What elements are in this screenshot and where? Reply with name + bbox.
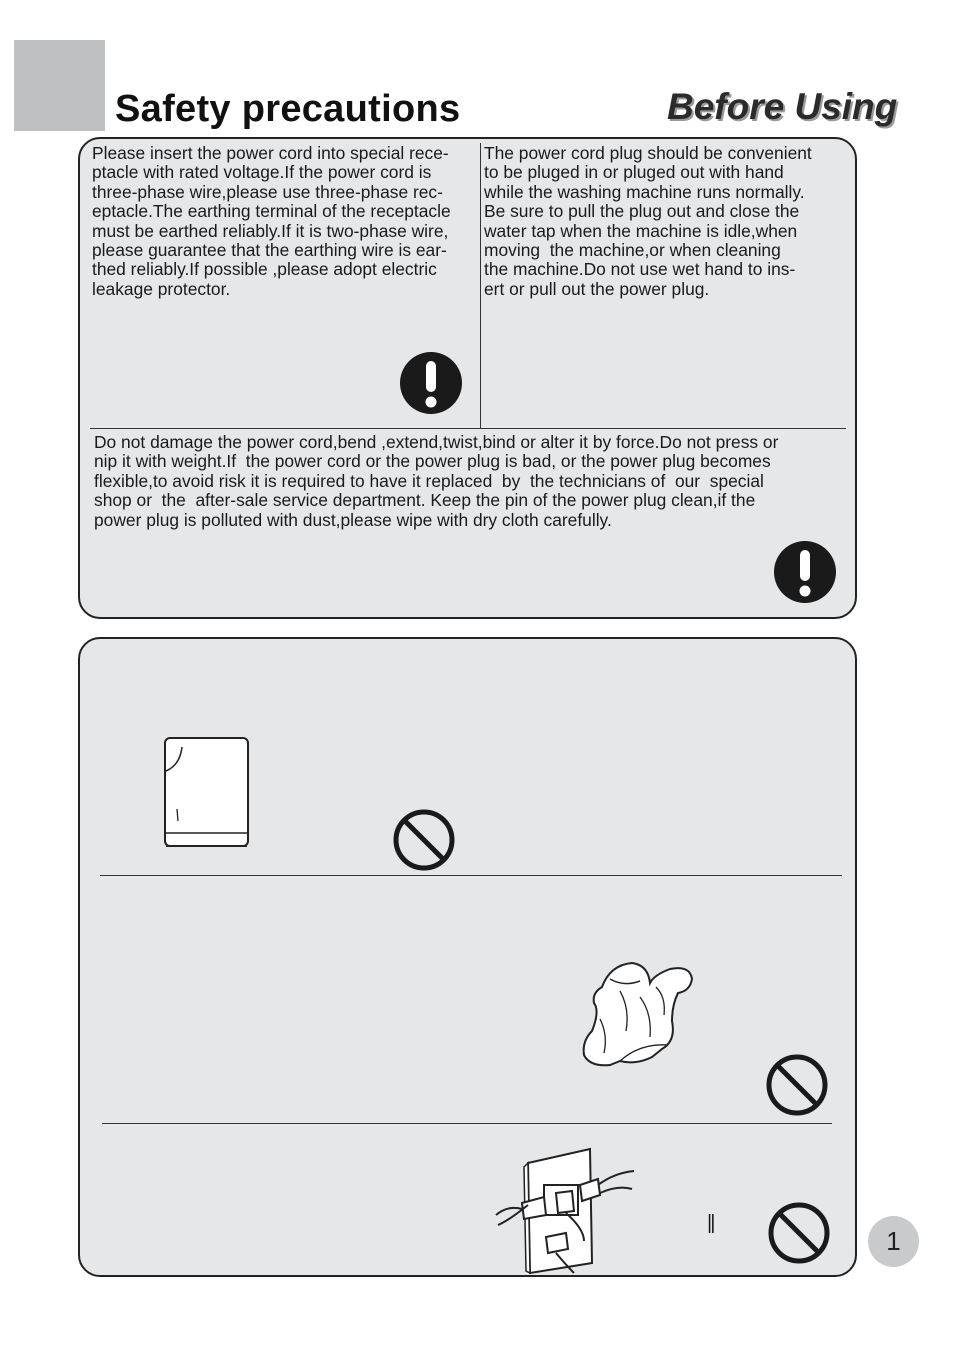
page-number-badge: [868, 1216, 919, 1267]
row-divider: [102, 1123, 832, 1124]
exclamation-icon: [399, 351, 463, 415]
exclamation-icon: [773, 540, 837, 604]
power-cord-warnings-panel: [78, 137, 857, 619]
prohibitions-panel: [78, 637, 857, 1277]
cord-damage-warning-text: Do not damage the power cord,bend ,extend,twist,bind or alter it by force.Do not press or nip it with weight.If the power cord or the power plug is bad, or the power plug becomes flexible,to avoid risk it is required to have it replaced by the technicians of our special shop or the after-sale service department. Keep the pin of the power plug clean,if the power plug is polluted with dust,please wipe with dry cloth carefully.: [94, 432, 779, 530]
prohibited-icon: [392, 808, 456, 872]
page-number: 1: [886, 1226, 901, 1256]
corner-decoration: [14, 40, 105, 131]
prohibited-icon: [767, 1201, 831, 1265]
row-divider: [90, 428, 846, 429]
earthing-warning-text: Please insert the power cord into special rece- ptacle with rated voltage.If the power cord is three-phase wire,please use three-phase rec- eptacle.The earthing terminal of the receptacle must be earthed reliably.If it is two-phase wire, please guarantee that the earthing wire is ear- thed reliably.If possible ,please adopt electric leakage protector.: [92, 143, 451, 299]
page-title: Safety precautions: [115, 88, 461, 130]
prohibited-icon: [765, 1053, 829, 1117]
stray-mark: ||: [707, 1212, 714, 1234]
multi-plug-socket-icon: [494, 1145, 636, 1275]
plug-access-warning-text: The power cord plug should be convenient to be pluged in or pluged out with hand while the washing machine runs normally. Be sure to pull the plug out and close the water tap when the machine is idle,when moving the machine,or when cleaning the machine.Do not use wet hand to ins- ert or pull out the power plug.: [484, 143, 812, 299]
clothes-icon: [580, 957, 698, 1069]
column-divider: [480, 143, 481, 429]
section-title: Before Using: [667, 86, 898, 127]
row-divider: [100, 875, 842, 876]
washing-machine-icon: [162, 735, 252, 851]
